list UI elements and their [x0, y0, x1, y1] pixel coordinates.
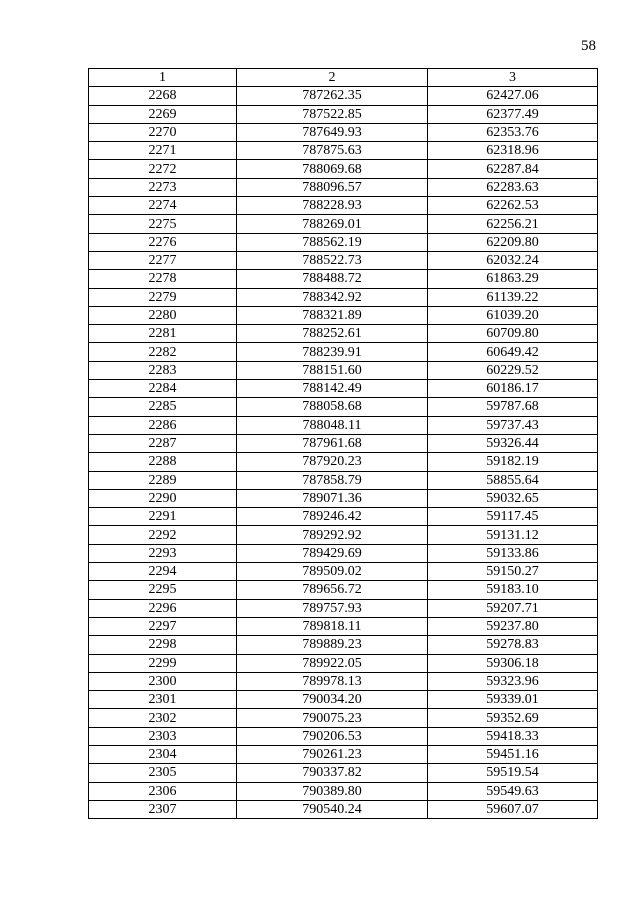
- table-cell-col-3: 59207.71: [428, 599, 598, 617]
- table-row: [89, 87, 598, 105]
- table-cell-col-3: 59787.68: [428, 398, 598, 416]
- table-cell-col-1: 2285: [89, 398, 237, 416]
- table-cell-col-3: 59182.19: [428, 453, 598, 471]
- table-cell-col-1: 2296: [89, 599, 237, 617]
- table-cell-col-1: 2305: [89, 764, 237, 782]
- table-cell-col-3: 59339.01: [428, 691, 598, 709]
- table-cell-col-2: 790337.82: [237, 764, 428, 782]
- table-cell-col-1: 2277: [89, 251, 237, 269]
- table-row: [89, 197, 598, 215]
- table-cell-col-2: 790075.23: [237, 709, 428, 727]
- table-cell-col-2: 789818.11: [237, 617, 428, 635]
- table-cell-col-3: 59451.16: [428, 745, 598, 763]
- table-cell-col-3: 59131.12: [428, 526, 598, 544]
- table-cell-col-2: 788321.89: [237, 306, 428, 324]
- table-cell-col-3: 60229.52: [428, 361, 598, 379]
- table-cell-col-1: 2294: [89, 563, 237, 581]
- table-cell-col-1: 2292: [89, 526, 237, 544]
- table-cell-col-3: 59418.33: [428, 727, 598, 745]
- table-row: [89, 526, 598, 544]
- table-cell-col-1: 2279: [89, 288, 237, 306]
- table-row: [89, 343, 598, 361]
- table-cell-col-2: 787262.35: [237, 87, 428, 105]
- table-body: [89, 87, 598, 819]
- table-cell-col-2: 788151.60: [237, 361, 428, 379]
- table-row: [89, 398, 598, 416]
- table-cell-col-1: 2274: [89, 197, 237, 215]
- table-cell-col-3: 59133.86: [428, 544, 598, 562]
- table-cell-col-1: 2271: [89, 142, 237, 160]
- table-cell-col-3: 59306.18: [428, 654, 598, 672]
- table-cell-col-2: 789889.23: [237, 636, 428, 654]
- table-row: [89, 471, 598, 489]
- table-cell-col-2: 788562.19: [237, 233, 428, 251]
- table-cell-col-2: 788239.91: [237, 343, 428, 361]
- table-cell-col-2: 789978.13: [237, 672, 428, 690]
- table-cell-col-2: 789509.02: [237, 563, 428, 581]
- table-row: [89, 508, 598, 526]
- table-cell-col-1: 2307: [89, 800, 237, 818]
- table-row: [89, 764, 598, 782]
- table-cell-col-2: 790261.23: [237, 745, 428, 763]
- table-cell-col-2: 788252.61: [237, 325, 428, 343]
- table-cell-col-3: 60186.17: [428, 380, 598, 398]
- table-cell-col-3: 59117.45: [428, 508, 598, 526]
- table-cell-col-3: 59323.96: [428, 672, 598, 690]
- table-row: [89, 215, 598, 233]
- table-cell-col-2: 789071.36: [237, 489, 428, 507]
- table-cell-col-3: 62209.80: [428, 233, 598, 251]
- table-cell-col-1: 2280: [89, 306, 237, 324]
- table-cell-col-2: 789429.69: [237, 544, 428, 562]
- table-row: [89, 800, 598, 818]
- table-cell-col-1: 2306: [89, 782, 237, 800]
- table-cell-col-2: 790540.24: [237, 800, 428, 818]
- table-cell-col-2: 788522.73: [237, 251, 428, 269]
- table-cell-col-1: 2287: [89, 434, 237, 452]
- table-cell-col-1: 2298: [89, 636, 237, 654]
- column-header-2: 2: [237, 69, 428, 87]
- table-cell-col-2: 787649.93: [237, 123, 428, 141]
- coordinates-table: [88, 68, 598, 819]
- table-header-row: [89, 69, 598, 87]
- table-cell-col-2: 788342.92: [237, 288, 428, 306]
- table-cell-col-2: 787522.85: [237, 105, 428, 123]
- table-cell-col-1: 2293: [89, 544, 237, 562]
- table-cell-col-3: 60709.80: [428, 325, 598, 343]
- table-row: [89, 325, 598, 343]
- table-row: [89, 654, 598, 672]
- table-cell-col-2: 789246.42: [237, 508, 428, 526]
- table-cell-col-1: 2283: [89, 361, 237, 379]
- table-cell-col-3: 59278.83: [428, 636, 598, 654]
- table-cell-col-3: 59183.10: [428, 581, 598, 599]
- table-cell-col-2: 788228.93: [237, 197, 428, 215]
- table-cell-col-1: 2282: [89, 343, 237, 361]
- table-row: [89, 434, 598, 452]
- table-row: [89, 782, 598, 800]
- table-cell-col-3: 58855.64: [428, 471, 598, 489]
- column-header-3: 3: [428, 69, 598, 87]
- table-cell-col-1: 2281: [89, 325, 237, 343]
- table-cell-col-3: 61039.20: [428, 306, 598, 324]
- table-cell-col-3: 61139.22: [428, 288, 598, 306]
- table-row: [89, 361, 598, 379]
- table-cell-col-2: 788069.68: [237, 160, 428, 178]
- table-row: [89, 306, 598, 324]
- table-cell-col-3: 62377.49: [428, 105, 598, 123]
- table-row: [89, 745, 598, 763]
- table-row: [89, 288, 598, 306]
- table-row: [89, 636, 598, 654]
- table-cell-col-1: 2289: [89, 471, 237, 489]
- table-cell-col-2: 788142.49: [237, 380, 428, 398]
- table-cell-col-3: 62283.63: [428, 178, 598, 196]
- column-header-1: 1: [89, 69, 237, 87]
- table-cell-col-1: 2273: [89, 178, 237, 196]
- table-cell-col-3: 62256.21: [428, 215, 598, 233]
- table-cell-col-2: 787875.63: [237, 142, 428, 160]
- table-row: [89, 581, 598, 599]
- table-cell-col-3: 59549.63: [428, 782, 598, 800]
- table-cell-col-3: 59150.27: [428, 563, 598, 581]
- table-cell-col-1: 2300: [89, 672, 237, 690]
- table-cell-col-2: 787858.79: [237, 471, 428, 489]
- table-cell-col-3: 62262.53: [428, 197, 598, 215]
- table-cell-col-2: 790389.80: [237, 782, 428, 800]
- table-cell-col-3: 59519.54: [428, 764, 598, 782]
- table-cell-col-1: 2302: [89, 709, 237, 727]
- table-cell-col-3: 59032.65: [428, 489, 598, 507]
- table-row: [89, 599, 598, 617]
- table-cell-col-3: 59607.07: [428, 800, 598, 818]
- table-cell-col-2: 790034.20: [237, 691, 428, 709]
- table-cell-col-2: 788058.68: [237, 398, 428, 416]
- table-cell-col-2: 788269.01: [237, 215, 428, 233]
- table-cell-col-3: 62318.96: [428, 142, 598, 160]
- table-row: [89, 563, 598, 581]
- table-row: [89, 416, 598, 434]
- table-cell-col-2: 790206.53: [237, 727, 428, 745]
- table-cell-col-1: 2297: [89, 617, 237, 635]
- table-cell-col-3: 62032.24: [428, 251, 598, 269]
- table-cell-col-1: 2284: [89, 380, 237, 398]
- table-cell-col-3: 62287.84: [428, 160, 598, 178]
- table-cell-col-3: 59237.80: [428, 617, 598, 635]
- table-row: [89, 617, 598, 635]
- table-cell-col-1: 2270: [89, 123, 237, 141]
- table-cell-col-2: 789757.93: [237, 599, 428, 617]
- table-row: [89, 727, 598, 745]
- table-cell-col-1: 2275: [89, 215, 237, 233]
- table-cell-col-1: 2299: [89, 654, 237, 672]
- table-row: [89, 251, 598, 269]
- table-row: [89, 672, 598, 690]
- table-row: [89, 380, 598, 398]
- table-cell-col-1: 2295: [89, 581, 237, 599]
- table-row: [89, 160, 598, 178]
- page-number: 58: [581, 38, 596, 54]
- table-cell-col-1: 2276: [89, 233, 237, 251]
- table-row: [89, 105, 598, 123]
- table-cell-col-1: 2286: [89, 416, 237, 434]
- table-row: [89, 233, 598, 251]
- table-cell-col-1: 2272: [89, 160, 237, 178]
- table-row: [89, 544, 598, 562]
- table-cell-col-1: 2301: [89, 691, 237, 709]
- table-cell-col-1: 2269: [89, 105, 237, 123]
- table-cell-col-1: 2288: [89, 453, 237, 471]
- table-cell-col-2: 787920.23: [237, 453, 428, 471]
- table-cell-col-2: 789292.92: [237, 526, 428, 544]
- table-cell-col-2: 789656.72: [237, 581, 428, 599]
- table-cell-col-2: 788488.72: [237, 270, 428, 288]
- table-cell-col-2: 787961.68: [237, 434, 428, 452]
- table-cell-col-3: 61863.29: [428, 270, 598, 288]
- table-cell-col-1: 2278: [89, 270, 237, 288]
- table-cell-col-1: 2291: [89, 508, 237, 526]
- table-cell-col-3: 59737.43: [428, 416, 598, 434]
- table-row: [89, 178, 598, 196]
- table-row: [89, 453, 598, 471]
- table-cell-col-3: 62427.06: [428, 87, 598, 105]
- table-cell-col-2: 788096.57: [237, 178, 428, 196]
- table-row: [89, 489, 598, 507]
- table-cell-col-1: 2303: [89, 727, 237, 745]
- table-cell-col-1: 2268: [89, 87, 237, 105]
- table-cell-col-1: 2304: [89, 745, 237, 763]
- table-cell-col-3: 62353.76: [428, 123, 598, 141]
- table-row: [89, 709, 598, 727]
- table-row: [89, 270, 598, 288]
- table-cell-col-3: 60649.42: [428, 343, 598, 361]
- table-cell-col-3: 59352.69: [428, 709, 598, 727]
- table-row: [89, 142, 598, 160]
- table-cell-col-2: 789922.05: [237, 654, 428, 672]
- table-row: [89, 691, 598, 709]
- table-cell-col-1: 2290: [89, 489, 237, 507]
- table-row: [89, 123, 598, 141]
- table-cell-col-2: 788048.11: [237, 416, 428, 434]
- table-cell-col-3: 59326.44: [428, 434, 598, 452]
